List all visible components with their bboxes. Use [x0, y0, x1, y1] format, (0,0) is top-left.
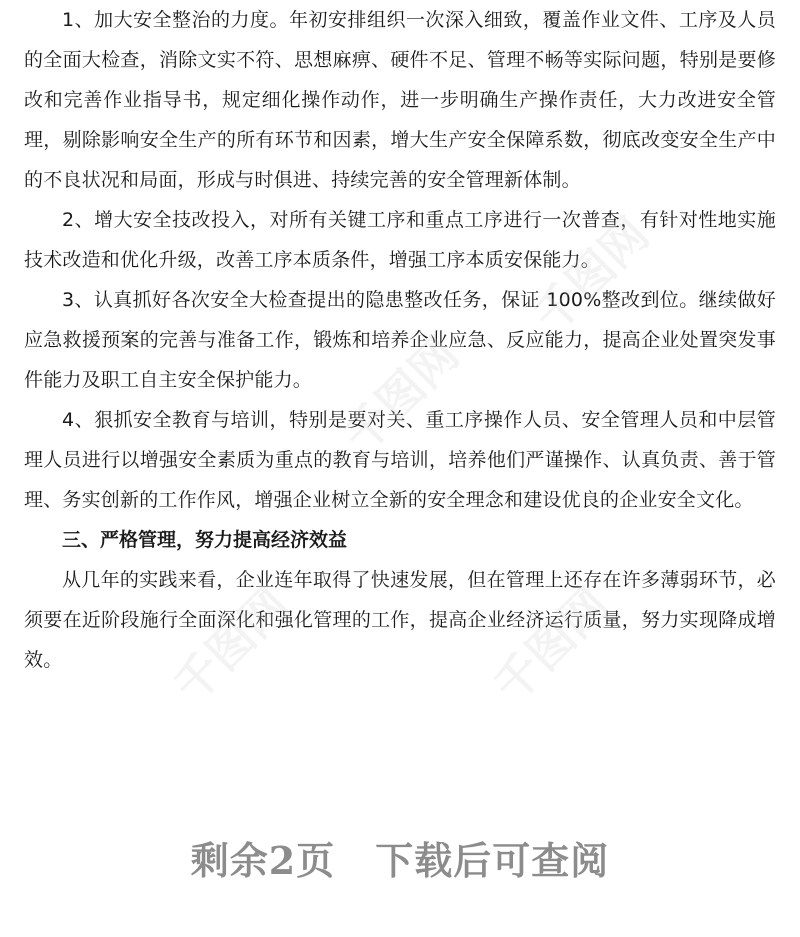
paragraph-3: 3、认真抓好各次安全大检查提出的隐患整改任务，保证 100%整改到位。继续做好应急救援预案的完善与准备工作，锻炼和培养企业应急、反应能力，提高企业处置突发事件能力及职工自主安全保护能力。 [24, 289, 776, 391]
document-body [24, 0, 776, 680]
download-prompt[interactable] [0, 830, 800, 885]
section-heading: 三、严格管理，努力提高经济效益 [62, 529, 348, 551]
paragraph-4: 4、狠抓安全教育与培训，特别是要对关、重工序操作人员、安全管理人员和中层管理人员进行以增强安全素质为重点的教育与培训，培养他们严谨操作、认真负责、善于管理、务实创新的工作作风，增强企业树立全新的安全理念和建设优良的企业安全文化。 [24, 409, 776, 511]
paragraph-1: 1、加大安全整治的力度。年初安排组织一次深入细致，覆盖作业文件、工序及人员的全面大检查，消除文实不符、思想麻痹、硬件不足、管理不畅等实际问题，特别是要修改和完善作业指导书，规定细化操作动作，进一步明确生产操作责任，大力改进安全管理，剔除影响安全生产的所有环节和因素，增大生产安全保障系数，彻底改变安全生产中的不良状况和局面，形成与时俱进、持续完善的安全管理新体制。 [24, 9, 776, 191]
watermark: 千图网 [333, 327, 470, 464]
watermark: 千图网 [483, 577, 620, 714]
watermark: 千图网 [163, 577, 300, 714]
watermark: 千图网 [523, 207, 660, 344]
paragraph-2: 2、增大安全技改投入，对所有关键工序和重点工序进行一次普查，有针对性地实施技术改造和优化升级，改善工序本质条件，增强工序本质安保能力。 [24, 209, 776, 271]
remaining-pages-text: 剩余2页 [190, 838, 336, 883]
section-paragraph: 从几年的实践来看，企业连年取得了快速发展，但在管理上还存在许多薄弱环节，必须要在近阶段施行全面深化和强化管理的工作，提高企业经济运行质量，努力实现降成增效。 [24, 569, 776, 671]
download-to-view-text: 下载后可查阅 [375, 838, 610, 883]
